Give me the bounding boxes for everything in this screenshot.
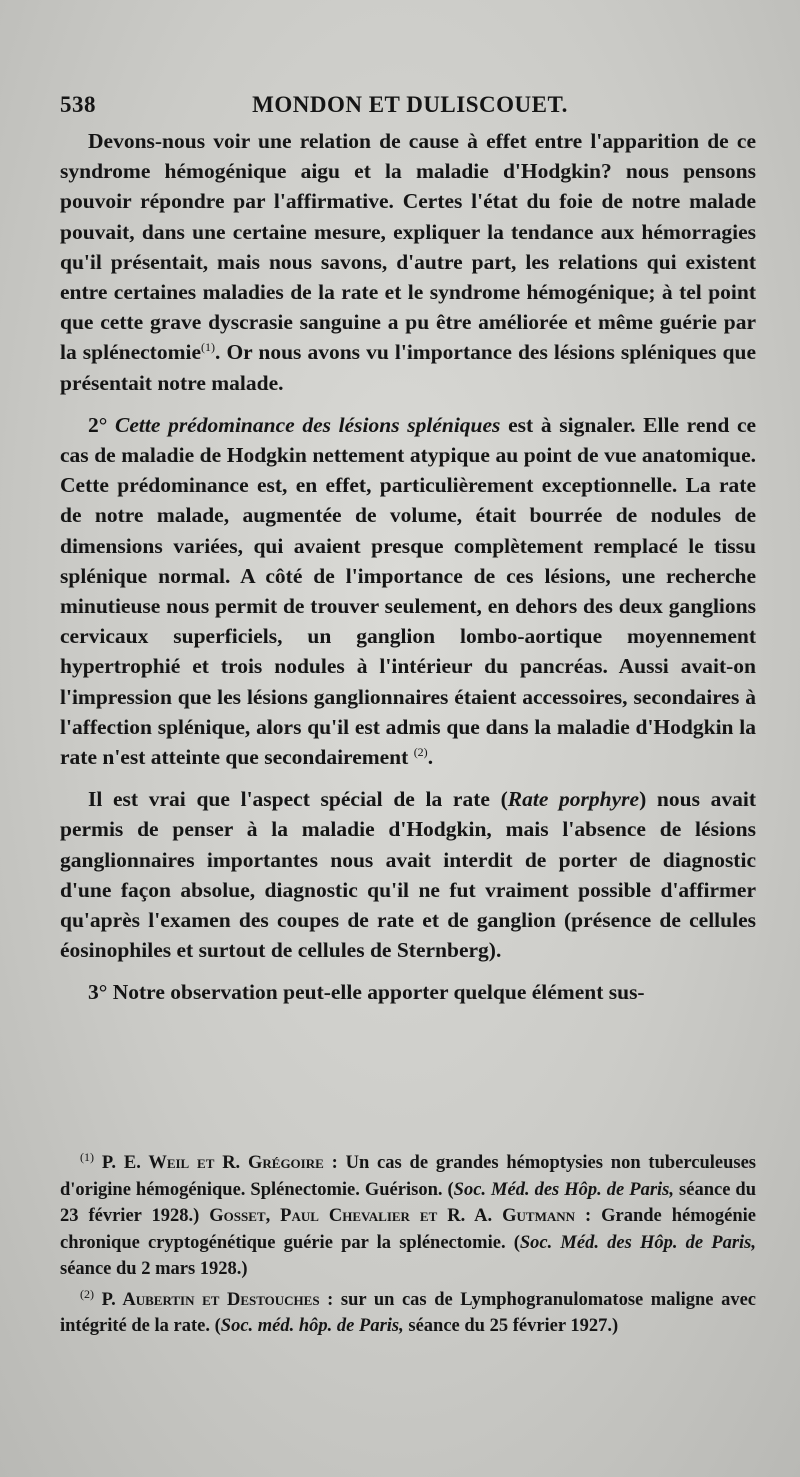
- footnote-2-text: : sur un cas de Lymphogranulomatose maligne avec intégrité de la rate. (: [60, 1289, 756, 1336]
- paragraph-2: [60, 410, 756, 772]
- footnote-1-authors-2: Gosset, Paul Chevalier et R. A. Gutmann: [209, 1206, 576, 1226]
- paragraph-3: [60, 784, 756, 965]
- page-number: 538: [60, 92, 96, 117]
- paragraph-3-text-b: ) nous avait permis de penser à la maladie d'Hodgkin, mais l'absence de lésions ganglionnaires importantes nous avait interdit de porter de diagnostic d'une façon absolue, diagnostic qu'il ne fut vraiment possible d'affirmer qu'après l'examen des coupes de rate et de ganglion (présence de cellules éosinophiles et surtout de cellules de Sternberg).: [60, 787, 756, 963]
- paragraph-2-tail: .: [427, 745, 434, 770]
- paragraph-2-italic-heading: Cette prédominance des lésions spléniques: [115, 412, 501, 437]
- main-text: [60, 126, 756, 1020]
- footnote-2-mark: (2): [80, 1286, 94, 1301]
- footnote-1-source-2: Soc. Méd. des Hôp. de Paris,: [519, 1232, 756, 1253]
- footnote-2-source: Soc. méd. hôp. de Paris,: [220, 1316, 404, 1336]
- paragraph-3-text-a: Il est vrai que l'aspect spécial de la rate (: [88, 787, 508, 812]
- footnote-1-mark: (1): [80, 1149, 94, 1164]
- section-number-2: 2°: [88, 412, 108, 437]
- footnote-2-authors: P. Aubertin et Destouches: [101, 1289, 320, 1310]
- paragraph-4: [60, 977, 756, 1007]
- footnote-1-text: : Un cas de grandes hémoptysies non tuberculeuses d'origine hémogénique. Splénectomie. Guérison. (: [60, 1153, 757, 1200]
- paragraph-4-text: 3° Notre observation peut-elle apporter quelque élément sus-: [88, 980, 645, 1005]
- footnote-2: [60, 1287, 756, 1340]
- running-header: [60, 84, 760, 124]
- paragraph-1-tail: . Or nous avons vu l'importance des lésions spléniques que présentait notre malade.: [60, 340, 756, 395]
- footnote-1-text-2: : Grande hémogénie chronique cryptogénétique guérie par la splénectomie. (: [60, 1206, 756, 1253]
- footnote-1-date-2: séance du 2 mars 1928.): [60, 1259, 248, 1279]
- paragraph-1-text: Devons-nous voir une relation de cause à effet entre l'apparition de ce syndrome hémogénique aigu et la maladie d'Hodgkin? nous pensons pouvoir répondre par l'affirmative. Certes l'état du foie de notre malade pouvait, dans une certaine mesure, expliquer la tendance aux hémorragies qu'il présentait, mais nous savons, d'autre part, les relations qui existent entre certaines maladies de la rate et le syndrome hémogénique; à tel point que cette grave dyscrasie sanguine a pu être améliorée et même guérie par la splénectomie: [60, 129, 756, 365]
- running-title: MONDON ET DULISCOUET.: [252, 92, 568, 117]
- footnote-1-authors: P. E. Weil et R. Grégoire: [101, 1153, 324, 1173]
- footnote-1-date: séance du 23 février 1928.): [60, 1179, 756, 1226]
- paragraph-3-italic: Rate porphyre: [507, 787, 640, 812]
- footnote-ref-2: (2): [413, 744, 428, 759]
- footnote-ref-1: (1): [201, 340, 216, 355]
- footnotes: [60, 1150, 756, 1344]
- footnote-2-date: séance du 25 février 1927.): [403, 1316, 619, 1336]
- paragraph-2-text: est à signaler. Elle rend ce cas de maladie de Hodgkin nettement atypique au point de vue anatomique. Cette prédominance est, en effet, particulièrement exceptionnelle. La rate de notre malade, augmentée de volume, était bourrée de nodules de dimensions variées, qui avaient presque complètement remplacé le tissu splénique normal. A côté de l'importance de ces lésions, une recherche minutieuse nous permit de trouver seulement, en dehors des deux ganglions cervicaux superficiels, un ganglion lombo-aortique moyennement hypertrophié et trois nodules à l'intérieur du pancréas. Aussi avait-on l'impression que les lésions ganglionnaires étaient accessoires, secondaires à l'affection splénique, alors qu'il est admis que dans la maladie d'Hodgkin la rate n'est atteinte que secondairement: [60, 412, 757, 770]
- footnote-1-source: Soc. Méd. des Hôp. de Paris,: [453, 1179, 675, 1200]
- footnote-1: [60, 1150, 756, 1283]
- paragraph-1: [60, 126, 756, 398]
